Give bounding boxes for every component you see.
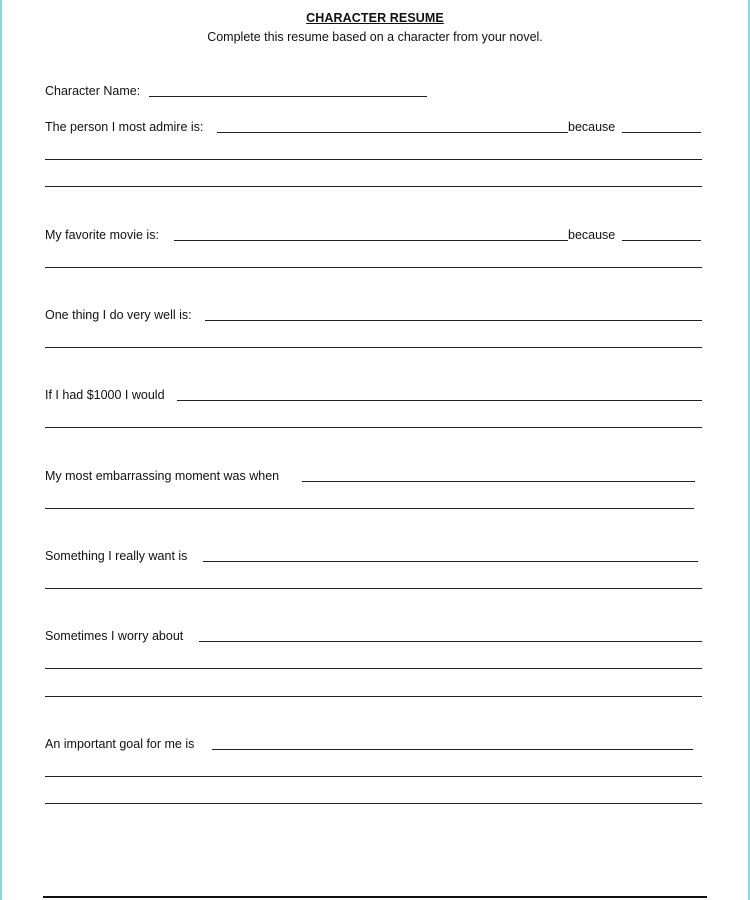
admire-because-label: because <box>568 120 616 134</box>
do-well-field[interactable] <box>205 320 702 321</box>
admire-field[interactable] <box>217 132 568 133</box>
admire-because-field[interactable] <box>622 132 701 133</box>
goal-label: An important goal for me is <box>45 737 195 751</box>
admire-line-2[interactable] <box>45 186 702 187</box>
movie-because-field[interactable] <box>622 240 701 241</box>
embarrassing-field[interactable] <box>302 481 695 482</box>
admire-label: The person I most admire is: <box>45 120 204 134</box>
do-well-line-1[interactable] <box>45 347 702 348</box>
bottom-divider <box>43 896 707 898</box>
character-name-field[interactable] <box>149 96 427 97</box>
want-line-1[interactable] <box>45 588 702 589</box>
movie-because-label: because <box>568 228 616 242</box>
movie-label: My favorite movie is: <box>45 228 159 242</box>
goal-line-1[interactable] <box>45 776 702 777</box>
want-label: Something I really want is <box>45 549 188 563</box>
admire-line-1[interactable] <box>45 159 702 160</box>
money-label: If I had $1000 I would <box>45 388 165 402</box>
money-field[interactable] <box>177 400 702 401</box>
worry-line-2[interactable] <box>45 696 702 697</box>
page-left-edge <box>0 0 2 900</box>
worry-line-1[interactable] <box>45 668 702 669</box>
goal-field[interactable] <box>212 749 693 750</box>
movie-field[interactable] <box>174 240 568 241</box>
do-well-label: One thing I do very well is: <box>45 308 192 322</box>
movie-line-1[interactable] <box>45 267 702 268</box>
embarrassing-line-1[interactable] <box>45 508 694 509</box>
worry-label: Sometimes I worry about <box>45 629 184 643</box>
embarrassing-label: My most embarrassing moment was when <box>45 469 280 483</box>
want-field[interactable] <box>203 561 698 562</box>
character-name-label: Character Name: <box>45 84 141 98</box>
worksheet-instructions: Complete this resume based on a character from your novel. <box>207 30 543 44</box>
worksheet-title: CHARACTER RESUME <box>306 11 444 25</box>
goal-line-2[interactable] <box>45 803 702 804</box>
worry-field[interactable] <box>199 641 702 642</box>
money-line-1[interactable] <box>45 427 702 428</box>
